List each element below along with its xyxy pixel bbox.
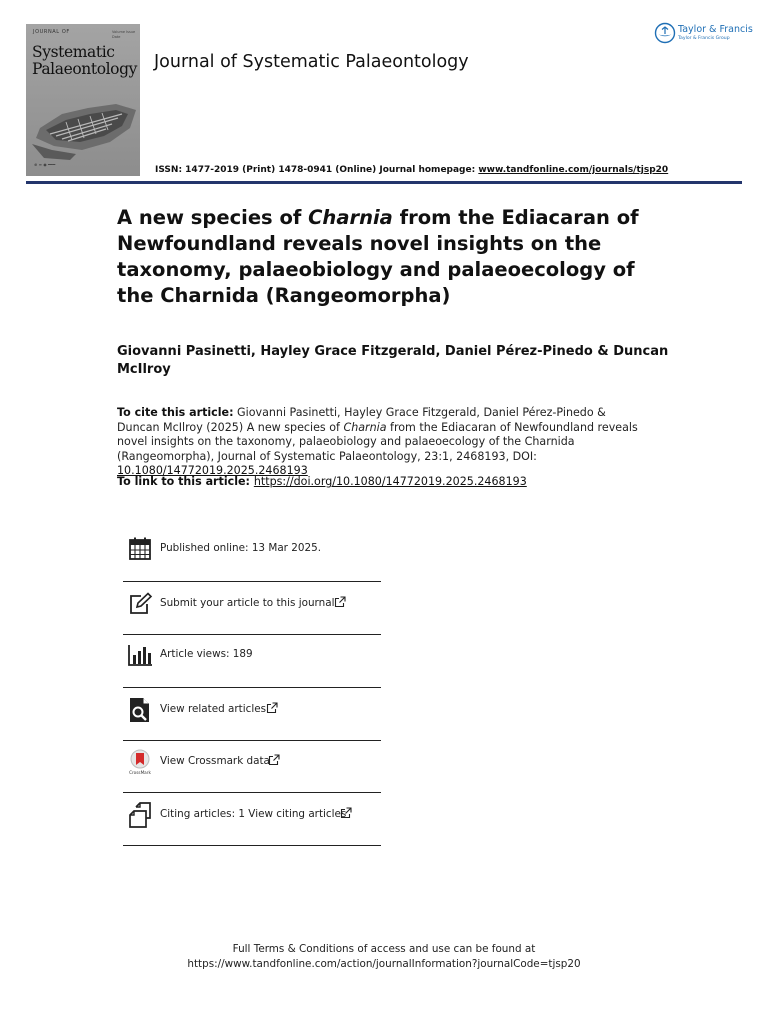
cover-kicker: JOURNAL OF [33,29,70,35]
issn-text: ISSN: 1477-2019 (Print) 1478-0941 (Online) Journal homepage: [155,165,479,175]
journal-title[interactable]: Journal of Systematic Palaeontology [154,52,469,72]
citation-doi-link[interactable]: 10.1080/14772019.2025.2468193 [117,464,308,478]
publisher-logo[interactable] [654,21,754,47]
citing-articles-row[interactable] [123,789,381,842]
edit-icon [127,591,153,617]
article-views-row [123,629,381,682]
external-link-icon [266,702,278,714]
article-views-label: Article views: 189 [160,648,253,660]
issn-line [155,165,668,175]
related-articles-row[interactable] [123,684,381,737]
citation-text-part1: Giovanni Pasinetti, Hayley Grace Fitzgerald, Daniel Pérez-Pinedo & Duncan McIlroy (2025) A new species of [117,406,606,434]
article-doi-link[interactable]: https://doi.org/10.1080/14772019.2025.2468193 [253,475,527,488]
related-articles-label[interactable]: View related articles [160,703,267,715]
cover-issue-info: Volume Issue Date [112,30,136,39]
crossmark-label[interactable]: View Crossmark data [160,755,270,767]
external-link-icon [268,754,280,766]
related-search-icon [127,697,153,723]
taylor-francis-logo-icon [654,22,676,44]
terms-url[interactable]: https://www.tandfonline.com/action/journalInformation?journalCode=tjsp20 [187,958,581,970]
external-link-icon [340,807,352,819]
article-authors: Giovanni Pasinetti, Hayley Grace Fitzgerald, Daniel Pérez-Pinedo & Duncan McIlroy [117,344,669,377]
external-link-icon [334,596,346,608]
article-link-line [117,475,527,488]
published-online-label: Published online: 13 Mar 2025. [160,542,322,554]
calendar-icon [127,536,153,562]
cover-title-line2: Palaeontology [32,60,137,78]
publisher-group: Taylor & Francis Group [678,36,730,41]
journal-homepage-link[interactable]: www.tandfonline.com/journals/tjsp20 [478,165,669,175]
article-link-label: To link to this article: [117,475,254,488]
cover-title [32,44,140,78]
bar-chart-icon [127,642,153,668]
header-divider [26,181,742,184]
fossil-illustration [26,84,140,164]
published-online-row [123,523,381,576]
crossmark-row[interactable] [123,736,381,789]
article-title-part2: from the Ediacaran of Newfoundland reveals novel insights on the taxonomy, palaeobiology and palaeoecology of the Charnida (Rangeomorpha) [117,206,639,307]
crossmark-icon [127,749,153,775]
info-divider [123,845,381,846]
submit-article-label[interactable]: Submit your article to this journal [160,597,335,609]
cover-footer-logos: ⊕ ≡ ◉ ═══ [34,162,56,167]
terms-line: Full Terms & Conditions of access and use can be found at [232,943,536,955]
citation-block [117,406,651,479]
submit-article-row[interactable] [123,578,381,631]
publisher-brand: Taylor & Francis [678,24,753,35]
citing-articles-label[interactable]: Citing articles: 1 View citing articles [160,808,347,820]
citation-genus: Charnia [343,420,387,434]
article-title-part1: A new species of [117,206,309,229]
citation-text-part2: from the Ediacaran of Newfoundland reveals novel insights on the taxonomy, palaeobiology and palaeoecology of the Charnida (Rangeomorpha), Journal of Systematic Palaeontology, 23:1, 2468193, DOI: [117,420,638,463]
article-title-genus: Charnia [308,206,393,229]
cover-title-line1: Systematic [32,43,115,61]
citation-label: To cite this article: [117,406,234,419]
citing-icon [127,802,153,828]
article-title [117,205,677,309]
terms-footer [0,942,768,972]
crossmark-caption: CrossMark [129,770,151,775]
journal-cover-image [26,24,140,176]
